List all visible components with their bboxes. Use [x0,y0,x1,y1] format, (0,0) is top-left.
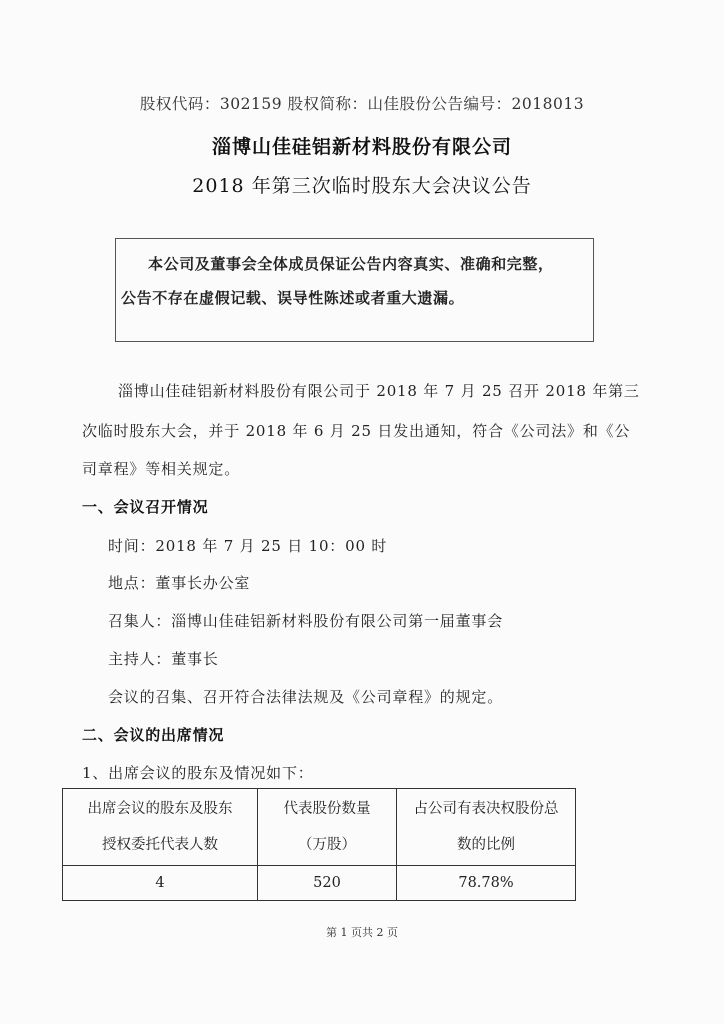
header-text: （万股） [298,837,356,853]
table-row [63,866,576,901]
intro-line-1: 淄博山佳硅铝新材料股份有限公司于 2018 年 7 月 25 召开 2018 年第三 [118,382,640,400]
table-cell: 4 [63,866,258,901]
header-text: 占公司有表决权股份总 [413,801,559,817]
header-text: 代表股份数量 [283,801,371,817]
header-cell [258,789,397,866]
header-text: 出席会议的股东及股东 [87,801,233,817]
meeting-place: 地点：董事长办公室 [108,574,251,592]
attendance-subheading: 1、出席会议的股东及情况如下： [82,764,314,782]
disclaimer-box [115,238,594,342]
header-cell [397,789,576,866]
section-1-heading: 一、会议召开情况 [82,498,209,516]
compliance-statement: 会议的召集、召开符合法律法规及《公司章程》的规定。 [108,688,504,706]
disclaimer-line-1: 本公司及董事会全体成员保证公告内容真实、准确和完整， [148,255,554,273]
table-cell: 520 [258,866,397,901]
section-2-heading: 二、会议的出席情况 [82,726,225,744]
meeting-host: 主持人：董事长 [108,650,219,668]
table-header-row [63,789,576,866]
intro-line-2: 次临时股东大会，并于 2018 年 6 月 25 日发出通知，符合《公司法》和《公 [82,422,631,440]
meeting-time: 时间：2018 年 7 月 25 日 10：00 时 [108,537,388,555]
meeting-convener: 召集人：淄博山佳硅铝新材料股份有限公司第一届董事会 [108,612,504,630]
disclaimer-line-2: 公告不存在虚假记载、误导性陈述或者重大遗漏。 [121,289,465,307]
header-text: 授权委托代表人数 [102,837,218,853]
table-cell: 78.78% [397,866,576,901]
attendance-table [62,788,576,901]
header-text: 数的比例 [457,837,515,853]
announcement-title: 2018 年第三次临时股东大会决议公告 [192,175,532,197]
header-cell [63,789,258,866]
company-title: 淄博山佳硅铝新材料股份有限公司 [211,136,512,158]
intro-line-3: 司章程》等相关规定。 [82,460,241,478]
page-footer: 第 1 页共 2 页 [326,926,398,939]
stock-code-header: 股权代码：302159 股权简称：山佳股份公告编号：2018013 [139,95,585,113]
